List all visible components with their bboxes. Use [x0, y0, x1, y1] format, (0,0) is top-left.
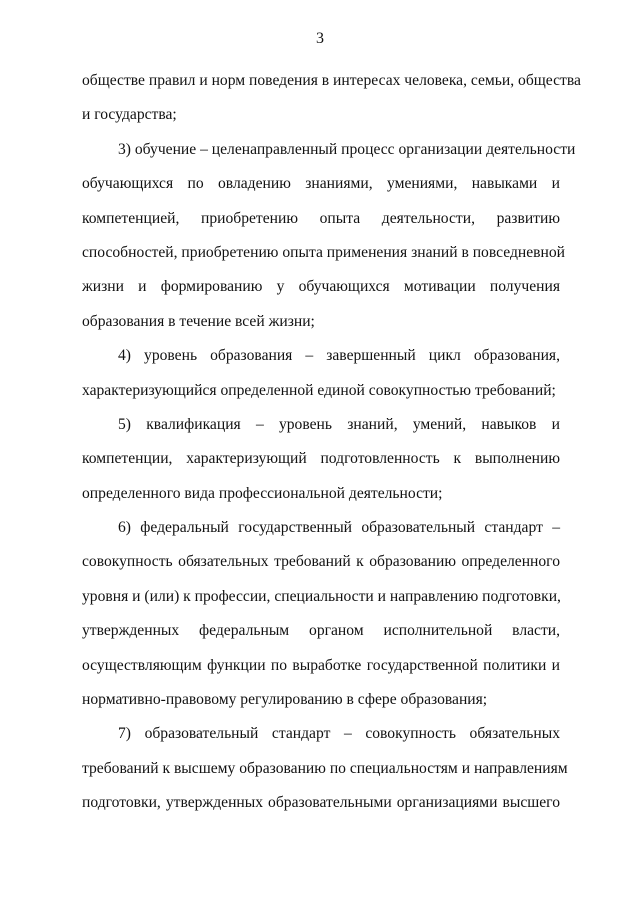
- text-line: определенного вида профессиональной деятельности;: [82, 484, 443, 502]
- paragraph-item-7: [82, 717, 568, 820]
- text-line: нормативно-правовому регулированию в сфере образования;: [82, 691, 488, 709]
- page-number: 3: [316, 30, 324, 47]
- text-line: жизни и формированию у обучающихся мотивации получения: [82, 278, 560, 296]
- paragraph-item-4: [82, 339, 560, 408]
- text-line: компетенцией, приобретению опыта деятельности, развитию: [82, 209, 560, 227]
- text-line: способностей, приобретению опыта применения знаний в повседневной: [82, 243, 566, 261]
- text-line: 7) образовательный стандарт – совокупность обязательных: [118, 725, 560, 743]
- text-line: осуществляющим функции по выработке государственной политики и: [82, 656, 560, 674]
- text-line: 4) уровень образования – завершенный цикл образования,: [118, 347, 560, 365]
- text-line: уровня и (или) к профессии, специальности и направлению подготовки,: [82, 587, 561, 605]
- text-line: образования в течение всей жизни;: [82, 312, 315, 330]
- text-line: совокупность обязательных требований к образованию определенного: [82, 553, 560, 571]
- text-line: 3) обучение – целенаправленный процесс организации деятельности: [118, 140, 576, 158]
- text-line: требований к высшему образованию по специальностям и направлениям: [82, 759, 568, 777]
- text-line: компетенции, характеризующий подготовленность к выполнению: [82, 450, 560, 468]
- paragraph-continuation: [82, 64, 581, 133]
- text-line: 6) федеральный государственный образовательный стандарт –: [118, 519, 560, 537]
- text-line: утвержденных федеральным органом исполнительной власти,: [82, 622, 560, 640]
- document-body: [82, 64, 581, 821]
- text-line: характеризующийся определенной единой совокупностью требований;: [82, 381, 556, 399]
- paragraph-item-6: [82, 511, 560, 717]
- paragraph-item-5: [82, 408, 560, 511]
- text-line: обществе правил и норм поведения в интересах человека, семьи, общества: [82, 72, 581, 89]
- paragraph-item-3: [82, 133, 576, 339]
- text-line: подготовки, утвержденных образовательными организациями высшего: [82, 794, 560, 812]
- text-line: и государства;: [82, 106, 177, 124]
- text-line: 5) квалификация – уровень знаний, умений, навыков и: [118, 415, 560, 433]
- text-line: обучающихся по овладению знаниями, умениями, навыками и: [82, 175, 560, 193]
